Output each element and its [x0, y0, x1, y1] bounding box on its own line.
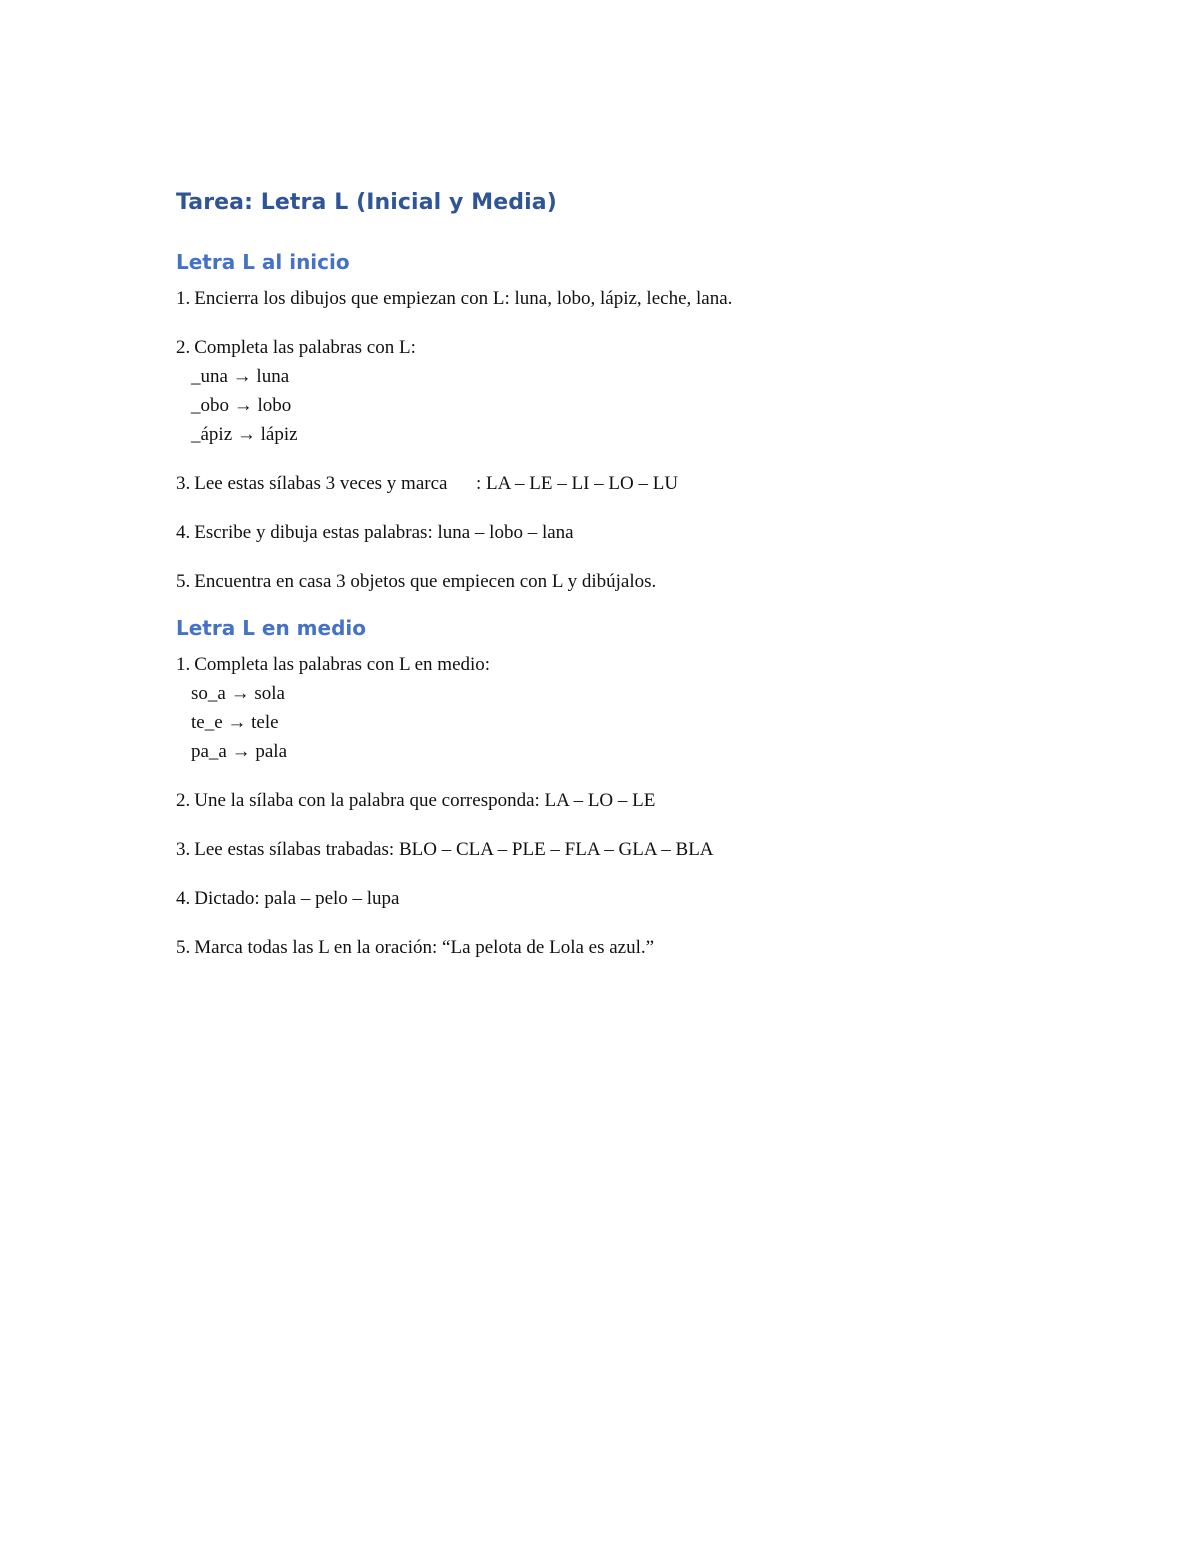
exercise-text: Lee estas sílabas trabadas: BLO – CLA – PLE – FLA – GLA – BLA — [194, 839, 714, 861]
exercise-item — [176, 567, 1036, 596]
exercise-line — [176, 284, 1036, 313]
exercise-number: 3. — [176, 839, 191, 861]
exercise-text: Une la sílaba con la palabra que corresponda: LA – LO – LE — [194, 790, 656, 812]
exercise-line — [176, 786, 1036, 815]
exercise-number: 4. — [176, 888, 191, 910]
exercise-item — [176, 933, 1036, 962]
document-body — [176, 190, 1036, 982]
exercise-subline: te_e → tele — [191, 712, 279, 734]
exercise-number: 5. — [176, 937, 191, 959]
exercise-number: 5. — [176, 571, 191, 593]
exercise-number: 2. — [176, 790, 191, 812]
exercise-line — [176, 884, 1036, 913]
section-heading: Letra L en medio — [176, 616, 366, 641]
exercise-item — [176, 518, 1036, 547]
exercise-number: 4. — [176, 522, 191, 544]
exercise-text: Dictado: pala – pelo – lupa — [194, 888, 400, 910]
exercise-text: Escribe y dibuja estas palabras: luna – lobo – lana — [194, 522, 574, 544]
exercise-line — [176, 469, 1036, 498]
exercise-line — [176, 650, 1036, 679]
exercise-text: Marca todas las L en la oración: “La pelota de Lola es azul.” — [194, 937, 655, 959]
exercise-subline: _obo → lobo — [191, 395, 292, 417]
exercise-item — [176, 786, 1036, 815]
exercise-number: 3. — [176, 473, 191, 495]
exercise-number: 2. — [176, 337, 191, 359]
section-heading: Letra L al inicio — [176, 250, 350, 275]
section-l-medio — [176, 616, 1036, 962]
exercise-item — [176, 884, 1036, 913]
exercise-item — [176, 469, 1036, 498]
exercise-item — [176, 650, 1036, 766]
exercise-text: Completa las palabras con L: — [194, 337, 416, 359]
exercise-subline: so_a → sola — [191, 683, 285, 705]
exercise-item — [176, 333, 1036, 449]
exercise-text: Encierra los dibujos que empiezan con L: luna, lobo, lápiz, leche, lana. — [194, 288, 733, 310]
section-l-inicio — [176, 250, 1036, 596]
exercise-item — [176, 284, 1036, 313]
exercise-item — [176, 835, 1036, 864]
exercise-line — [176, 567, 1036, 596]
exercise-text: Lee estas sílabas 3 veces y marca : LA – LE – LI – LO – LU — [194, 473, 679, 495]
exercise-subline: _ápiz → lápiz — [191, 424, 298, 446]
exercise-number: 1. — [176, 654, 191, 676]
exercise-line — [176, 333, 1036, 362]
exercise-line — [176, 518, 1036, 547]
exercise-text: Completa las palabras con L en medio: — [194, 654, 491, 676]
exercise-subline: _una → luna — [191, 366, 290, 388]
document-title: Tarea: Letra L (Inicial y Media) — [176, 190, 557, 215]
exercise-number: 1. — [176, 288, 191, 310]
exercise-line — [176, 933, 1036, 962]
exercise-subline: pa_a → pala — [191, 741, 288, 763]
exercise-text: Encuentra en casa 3 objetos que empiecen con L y dibújalos. — [194, 571, 657, 593]
exercise-line — [176, 835, 1036, 864]
